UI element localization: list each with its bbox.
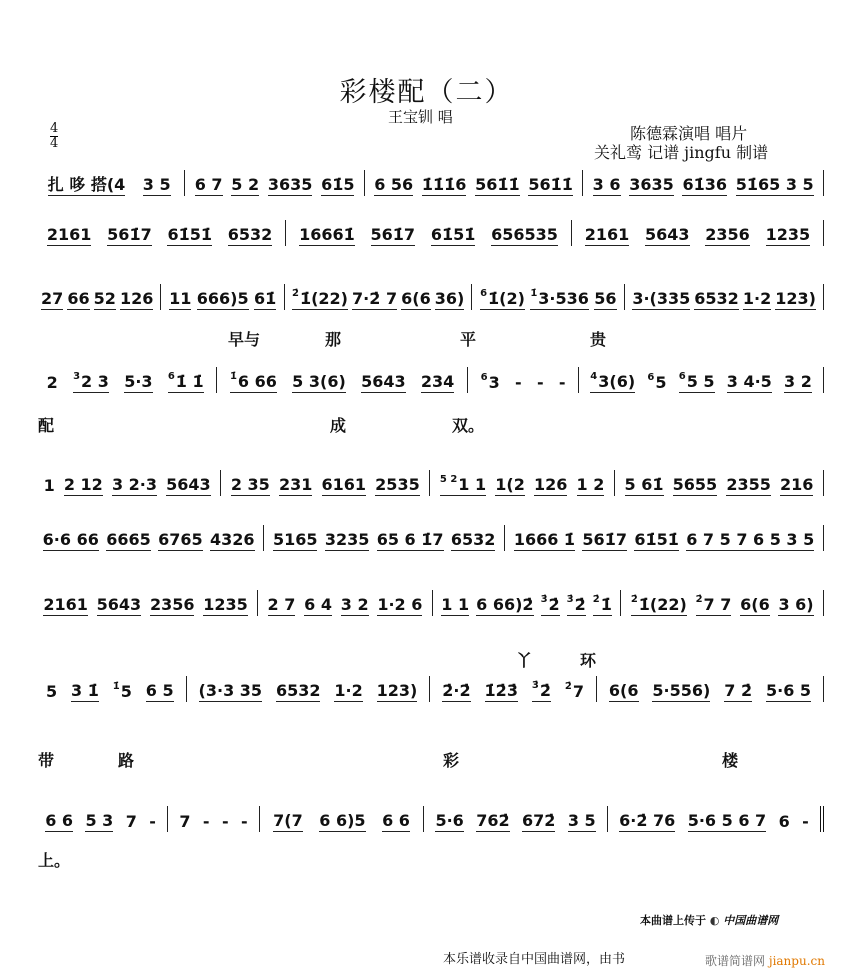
note-group: 1235	[203, 595, 248, 614]
grace-note: 3	[73, 371, 81, 382]
score-title: 彩楼配（二）	[339, 77, 514, 108]
note-group: 1̇1̇1̇6	[421, 175, 467, 194]
grace-note: 2̇	[292, 288, 299, 299]
measure	[260, 806, 424, 832]
note-group: 6(6	[740, 595, 770, 614]
measure	[505, 525, 824, 551]
lyric: 楼	[722, 751, 739, 770]
score-line	[34, 220, 824, 246]
note-group: 36)	[434, 289, 465, 308]
time-signature	[50, 122, 58, 151]
note-group: 5165	[272, 530, 318, 549]
measure	[625, 284, 824, 310]
note-group: 1666 1̇	[513, 530, 576, 549]
grace-note: 1̇	[530, 288, 538, 299]
note-group: 7·2̇ 7	[352, 289, 398, 308]
note-group: 6 6	[382, 811, 410, 830]
note-group: 7(7	[273, 811, 303, 830]
note-group: 6665	[106, 530, 151, 549]
note-group: $^{5 2}$1 1	[440, 471, 486, 496]
note-group: 2 7	[267, 595, 296, 614]
note-group: 3235	[324, 530, 370, 549]
note-group: $^6$3	[480, 372, 500, 392]
note-group: 6 6)5	[319, 811, 366, 830]
note-group: -	[221, 812, 229, 831]
measure	[433, 590, 622, 616]
score-line	[34, 590, 824, 616]
score-line	[34, 470, 824, 496]
measure	[258, 590, 433, 616]
grace-note: 3̇	[531, 680, 539, 691]
note-group: 5·6 5	[765, 681, 812, 700]
singer-credit: 王宝钏 唱	[388, 108, 453, 126]
measure	[221, 470, 430, 496]
note-group: 3 2	[784, 372, 812, 391]
time-signature-bottom: 4	[50, 136, 59, 151]
score-line	[34, 367, 824, 393]
note-group: 5643	[361, 372, 406, 391]
note-group: 6·6 66	[42, 530, 99, 549]
lyric: 早与	[228, 330, 261, 349]
note-group: 1·2	[742, 289, 772, 308]
grace-note: 2̇	[630, 594, 638, 605]
note-group: $^6$1̇ 1̇	[168, 368, 204, 393]
grace-note: 2̇	[564, 681, 572, 692]
note-group: 3 1̇	[71, 681, 99, 700]
note-group: 61̇36	[682, 175, 727, 194]
measure	[285, 284, 472, 310]
watermark: 歌谱简谱网 jianpu.cn	[705, 954, 825, 968]
grace-note: 6	[647, 372, 655, 383]
lyric: 配	[38, 416, 55, 435]
note-group: 7	[125, 812, 137, 831]
note-group: $^{1̇}$6 66	[230, 368, 277, 393]
watermark-url: jianpu.cn	[768, 954, 825, 968]
grace-note: 6	[167, 371, 175, 382]
note-group: 5	[45, 682, 58, 701]
note-group: $^{2̇}$7 7	[696, 591, 732, 616]
note-group: $^4$3(6)	[590, 368, 635, 393]
grace-note: 6	[480, 372, 488, 383]
note-group: 6 7	[194, 175, 223, 194]
measure	[185, 170, 365, 196]
grace-note: 3̇	[566, 594, 574, 605]
note-group: 656535	[491, 225, 558, 244]
note-group: (3·3 35	[198, 681, 263, 700]
score-line	[34, 525, 824, 551]
note-group: 561̇7	[107, 225, 152, 244]
note-group: 126	[533, 475, 568, 494]
grace-note: 1̇	[112, 681, 120, 692]
note-group: 3 6	[592, 175, 621, 194]
note-group: 6765	[158, 530, 203, 549]
note-group: $^{3̇}$2̇	[532, 677, 551, 702]
note-group: 123)	[376, 681, 418, 700]
measure	[34, 220, 286, 246]
note-group: 5655	[672, 475, 718, 494]
lyric: 环	[580, 651, 597, 670]
measure	[187, 676, 431, 702]
note-group: 126	[119, 289, 154, 308]
note-group: $^6$5 5	[679, 368, 715, 393]
note-group: 6161	[321, 475, 367, 494]
note-group: -	[536, 373, 544, 392]
note-group: 5 3	[85, 811, 114, 830]
measure	[365, 170, 583, 196]
note-group: 61̇	[253, 289, 277, 308]
note-group: $^{2̇}$1̇(22)	[631, 591, 687, 616]
measure	[286, 220, 572, 246]
note-group: 6532	[275, 681, 321, 700]
note-group: 1(2	[495, 475, 525, 494]
note-group: 51̇65 3 5	[735, 175, 814, 194]
note-group: $^{2̇}$1̇	[593, 591, 612, 616]
lyric: 路	[118, 751, 135, 770]
note-group: 11	[169, 289, 192, 308]
note-group: -	[802, 812, 809, 831]
note-group: 2 12	[63, 475, 103, 494]
note-group: 1·2 6	[377, 595, 423, 614]
upload-notice	[640, 912, 778, 928]
note-group: 5643	[166, 475, 211, 494]
measure	[621, 590, 824, 616]
measure	[34, 590, 258, 616]
note-group: 66	[67, 289, 90, 308]
site-logo[interactable]: ◐ 中国曲谱网	[709, 914, 779, 927]
lyric: 带	[38, 751, 55, 770]
note-group: 61̇5	[321, 175, 355, 194]
measure	[34, 284, 161, 310]
measure	[34, 367, 217, 393]
note-group: 5 61̇	[624, 475, 664, 494]
note-group: $^{1̇}$3·536	[530, 285, 589, 310]
score-line	[34, 284, 824, 310]
grace-note: 6	[678, 371, 686, 382]
note-group: 1	[43, 476, 55, 495]
time-signature-top: 4	[50, 121, 59, 136]
grace-note: 6	[480, 288, 488, 299]
note-group: 6·2̇ 76	[619, 811, 676, 830]
measure	[424, 806, 608, 832]
note-group: -	[240, 812, 248, 831]
note-group: 6 6	[45, 811, 74, 830]
note-group: 5643	[644, 225, 690, 244]
lyric: 上。	[38, 851, 71, 870]
grace-note: 5 2	[439, 474, 458, 485]
score-line	[34, 806, 824, 832]
lyric: 丫	[516, 651, 533, 670]
note-group: 3 2	[340, 595, 369, 614]
grace-note: 2̇	[592, 594, 600, 605]
note-group: 5 2	[231, 175, 260, 194]
note-group: 6 5	[145, 681, 174, 700]
measure	[472, 284, 625, 310]
note-group: 666)5	[196, 289, 249, 308]
note-group: 16661̇	[299, 225, 355, 244]
note-group: 2161	[46, 225, 92, 244]
measure	[34, 170, 185, 196]
note-group: 7 2̇	[724, 681, 753, 700]
note-group: $^{2̇}$1̇(22)	[292, 285, 348, 310]
note-group: 3·(335	[632, 289, 691, 308]
note-group: 1̇2̇3̇	[484, 681, 518, 700]
note-group: 123)	[775, 289, 816, 308]
measure	[217, 367, 468, 393]
note-group: 52	[93, 289, 116, 308]
note-group: $^{2̇}$7	[564, 681, 584, 701]
note-group: 6	[778, 812, 790, 831]
note-group: 2355	[726, 475, 771, 494]
note-group: 1 1	[441, 595, 470, 614]
note-group: 61̇51̇	[430, 225, 476, 244]
note-group: -	[558, 373, 566, 392]
measure	[264, 525, 505, 551]
measure	[34, 806, 168, 832]
measure	[161, 284, 285, 310]
note-group: 2̇·2̇	[442, 681, 471, 700]
note-group: 3635	[629, 175, 674, 194]
note-group: 5·556)	[652, 681, 711, 700]
note-group: 3 4·5	[726, 372, 772, 391]
note-group: 2 35	[230, 475, 270, 494]
note-group: 6(6	[401, 289, 431, 308]
note-group: 3 5	[142, 175, 171, 194]
note-group: 2356	[149, 595, 195, 614]
note-group: $^{3̇}$2̇	[541, 591, 560, 616]
note-group: 6 4	[304, 595, 332, 614]
grace-note: 4	[590, 371, 598, 382]
lyric: 双。	[452, 416, 485, 435]
note-group: 6 7 5 7 6 5 3 5	[686, 530, 815, 549]
lyric: 彩	[443, 751, 460, 770]
note-group: 5 3(6)	[292, 372, 346, 391]
grace-note: 2̇	[695, 594, 703, 605]
score-line	[34, 170, 824, 196]
note-group: $^6$5	[647, 372, 667, 392]
measure	[430, 470, 615, 496]
measure	[572, 220, 824, 246]
note-group: 5·3	[124, 372, 153, 391]
note-group: 6532	[450, 530, 496, 549]
measure	[430, 676, 597, 702]
note-group: 561̇1̇	[528, 175, 573, 194]
measure	[468, 367, 579, 393]
transcriber-credit: 关礼鸾 记谱 jingfu 制谱	[594, 143, 769, 162]
note-group: 61̇51̇	[634, 530, 679, 549]
note-group: 561̇7	[370, 225, 416, 244]
measure	[615, 470, 824, 496]
note-group: -	[149, 812, 156, 831]
note-group: 2	[46, 373, 58, 392]
score-line	[34, 676, 824, 702]
lyric: 成	[330, 416, 347, 435]
note-group: 1 2	[576, 475, 605, 494]
note-group: 2161	[43, 595, 88, 614]
note-group: 1235	[765, 225, 811, 244]
note-group: 5·6	[435, 811, 464, 830]
note-group: 6532	[694, 289, 739, 308]
measure	[583, 170, 824, 196]
note-group: 扎 哆 搭(4	[47, 175, 126, 194]
note-group: 5·6 5 6 7	[687, 811, 767, 830]
note-group: 4326	[210, 530, 255, 549]
note-group: 65 6 1̇7	[376, 530, 444, 549]
note-group: $^{3̇}$2̇	[567, 591, 586, 616]
note-group: 561̇7	[582, 530, 627, 549]
note-group: $^6$1̇(2)	[480, 285, 525, 310]
note-group: 2535	[375, 475, 420, 494]
note-group: 2356	[705, 225, 750, 244]
lyric: 那	[325, 330, 342, 349]
note-group: 3 2·3	[111, 475, 157, 494]
measure	[597, 676, 824, 702]
note-group: 61̇51̇	[167, 225, 212, 244]
note-group: 1·2	[334, 681, 363, 700]
lyric: 平	[460, 330, 477, 349]
measure	[168, 806, 260, 832]
note-group: 6 66)2̇	[476, 595, 534, 614]
note-group: 5643	[96, 595, 142, 614]
measure	[34, 525, 264, 551]
note-group: 762̇	[476, 811, 510, 830]
note-group: 6(6	[608, 681, 639, 700]
note-group: 6532	[227, 225, 273, 244]
note-group: 6 56	[374, 175, 414, 194]
note-group: 3 6)	[778, 595, 814, 614]
note-group: -	[202, 812, 210, 831]
note-group: $^{1̇}$5	[112, 681, 132, 701]
measure	[608, 806, 824, 832]
upload-label: 本曲谱上传于	[640, 914, 706, 927]
note-group: 2161	[584, 225, 630, 244]
note-group: -	[515, 373, 522, 392]
measure	[579, 367, 824, 393]
note-group: 3635	[267, 175, 313, 194]
lyric: 贵	[590, 330, 607, 349]
note-group: 3 5	[567, 811, 596, 830]
measure	[34, 470, 221, 496]
note-group: 672̇	[522, 811, 556, 830]
source-text: 本乐谱收录自中国曲谱网，由书	[443, 952, 626, 967]
note-group: 234	[420, 372, 455, 391]
note-group: 216	[780, 475, 814, 494]
note-group: 56	[594, 289, 617, 308]
note-group: 27	[41, 289, 64, 308]
measure	[34, 676, 187, 702]
note-group: 561̇1̇	[475, 175, 520, 194]
grace-note: 1̇	[229, 371, 237, 382]
note-group: 7	[179, 812, 191, 831]
note-group: 231	[278, 475, 313, 494]
performer-credit: 陈德霖演唱 唱片	[630, 124, 748, 143]
note-group: $^3$2 3	[73, 368, 109, 393]
grace-note: 3̇	[540, 594, 548, 605]
